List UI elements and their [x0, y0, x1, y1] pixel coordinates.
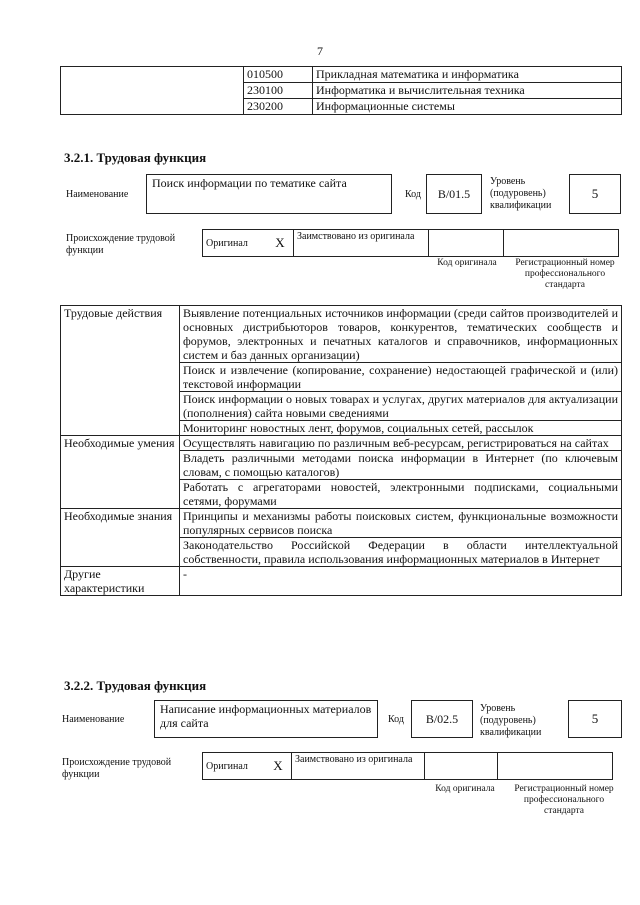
other-label: Другие характеристики: [61, 567, 180, 596]
code-label: Код: [388, 714, 404, 725]
level-label: Уровень (подуровень) квалификации: [480, 703, 542, 738]
code-box: В/02.5: [411, 700, 473, 738]
origin-table: [202, 229, 619, 257]
skill-item: Осуществлять навигацию по различным веб-ресурсам, регистрироваться на сайтах: [180, 436, 622, 451]
reg-number-label: Регистрационный номер профессионального стандарта: [514, 784, 614, 816]
skill-item: Владеть различными методами поиска информации в Интернет (по ключевым словам, с помощью каталогов): [180, 451, 622, 480]
section-title-322: 3.2.2. Трудовая функция: [64, 678, 207, 693]
labor-action-item: Поиск информации о новых товарах и услугах, других материалов для актуализации (пополнения) сайта новыми сведениями: [180, 392, 622, 421]
table-row: [61, 67, 622, 83]
original-label: Оригинал: [203, 230, 268, 257]
knowledge-label: Необходимые знания: [61, 509, 180, 567]
borrowed-label: Заимствовано из оригинала: [292, 753, 425, 780]
empty-cell: [61, 67, 244, 115]
knowledge-item: Законодательство Российской Федерации в области интеллектуальной собственности, правила использования информационных материалов в Интернет: [180, 538, 622, 567]
specialty-code: 010500: [244, 67, 313, 83]
specialty-code: 230200: [244, 99, 313, 115]
function-details-table: [60, 305, 622, 596]
origin-table: [202, 752, 613, 780]
original-label: Оригинал: [203, 753, 266, 780]
code-original-label: Код оригинала: [437, 258, 497, 268]
function-name-box: Поиск информации по тематике сайта: [146, 174, 392, 214]
code-label: Код: [405, 189, 421, 200]
labor-action-item: Выявление потенциальных источников информации (среди сайтов производителей и основных дистрибьюторов товаров, конкурентов, тематических сообществ и форумов, электронных и печатных каталогов и справочников, информационных систем и баз данных организации): [180, 306, 622, 363]
original-mark: X: [265, 753, 292, 780]
specialty-code: 230100: [244, 83, 313, 99]
specialty-name: Информационные системы: [313, 99, 622, 115]
specialty-name: Прикладная математика и информатика: [313, 67, 622, 83]
table-row: [61, 436, 622, 451]
table-row: [61, 509, 622, 538]
reg-number-cell: [504, 230, 619, 257]
other-value: -: [180, 567, 622, 596]
borrowed-label: Заимствовано из оригинала: [294, 230, 429, 257]
origin-label: Происхождение трудовой функции: [66, 233, 176, 256]
name-label: Наименование: [66, 189, 129, 200]
function-name-box: Написание информационных материалов для сайта: [154, 700, 378, 738]
name-label: Наименование: [62, 714, 125, 725]
labor-action-item: Поиск и извлечение (копирование, сохранение) недостающей графической и (или) текстовой информации: [180, 363, 622, 392]
labor-action-item: Мониторинг новостных лент, форумов, социальных сетей, рассылок: [180, 421, 622, 436]
code-original-cell: [429, 230, 504, 257]
section-title-321: 3.2.1. Трудовая функция: [64, 150, 207, 165]
reg-number-cell: [498, 753, 613, 780]
skill-item: Работать с агрегаторами новостей, электронными подписками, социальными сетями, форумами: [180, 480, 622, 509]
knowledge-item: Принципы и механизмы работы поисковых систем, функциональные возможности популярных сервисов поиска: [180, 509, 622, 538]
specialty-table: [60, 66, 622, 115]
code-original-cell: [425, 753, 498, 780]
level-label: Уровень (подуровень) квалификации: [490, 176, 552, 211]
origin-label: Происхождение трудовой функции: [62, 757, 172, 780]
page-number: 7: [317, 44, 323, 58]
original-mark: X: [267, 230, 294, 257]
skills-label: Необходимые умения: [61, 436, 180, 509]
specialty-name: Информатика и вычислительная техника: [313, 83, 622, 99]
level-box: 5: [568, 700, 622, 738]
reg-number-label: Регистрационный номер профессионального стандарта: [515, 258, 615, 290]
code-box: В/01.5: [426, 174, 482, 214]
code-original-label: Код оригинала: [435, 784, 495, 794]
table-row: [61, 567, 622, 596]
level-box: 5: [569, 174, 621, 214]
labor-actions-label: Трудовые действия: [61, 306, 180, 436]
table-row: [61, 306, 622, 363]
